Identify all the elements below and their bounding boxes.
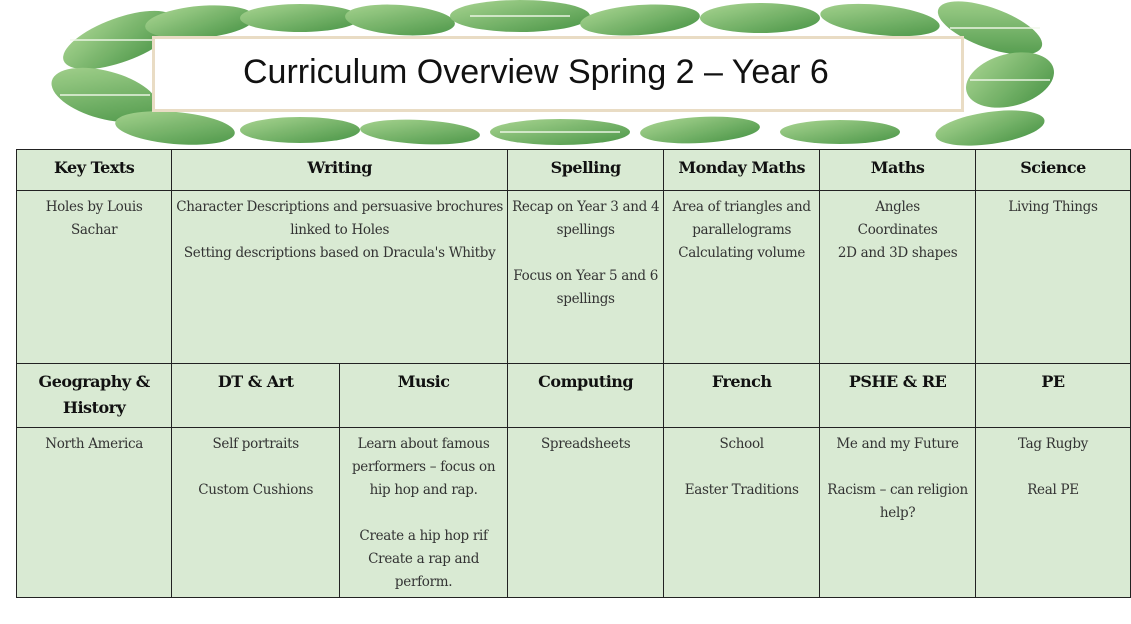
table-row [17, 150, 1131, 191]
cell-text: help? [879, 505, 916, 521]
header-text: Geography & History [38, 372, 150, 417]
cell-text: perform. [394, 574, 453, 590]
cell-text: Create a rap and [368, 551, 480, 567]
cell-text: Living Things [1008, 199, 1098, 215]
cell-maths [820, 191, 976, 364]
cell-text: Setting descriptions based on Dracula's Whitby [183, 245, 496, 261]
cell-text: Focus on Year 5 and 6 [513, 268, 659, 284]
table-row [17, 364, 1131, 428]
header-maths: Maths [820, 150, 976, 191]
curriculum-table [16, 149, 1131, 598]
table-row [17, 191, 1131, 364]
cell-pshe-re [820, 428, 976, 598]
cell-text: hip hop and rap. [369, 482, 478, 498]
cell-geography-history [17, 428, 172, 598]
cell-monday-maths [664, 191, 820, 364]
header-french: French [664, 364, 820, 428]
cell-text: spellings [556, 222, 615, 238]
cell-text: linked to Holes [290, 222, 390, 238]
title-box [152, 36, 964, 112]
cell-text: parallelograms [692, 222, 792, 238]
cell-text: spellings [556, 291, 615, 307]
cell-text: Coordinates [857, 222, 938, 238]
cell-text: Easter Traditions [684, 482, 799, 498]
cell-text: Self portraits [212, 436, 299, 452]
cell-text: Create a hip hop rif [359, 528, 488, 544]
cell-text: Me and my Future [836, 436, 959, 452]
cell-writing [172, 191, 508, 364]
cell-pe [976, 428, 1131, 598]
cell-text: Calculating volume [678, 245, 806, 261]
cell-music [340, 428, 508, 598]
cell-text: performers – focus on [351, 459, 496, 475]
cell-text: Character Descriptions and persuasive brochures [176, 199, 504, 215]
table-row [17, 428, 1131, 598]
cell-text: Learn about famous [357, 436, 490, 452]
header-music: Music [340, 364, 508, 428]
cell-text: Custom Cushions [198, 482, 314, 498]
header-pshe-re: PSHE & RE [820, 364, 976, 428]
cell-key-texts [17, 191, 172, 364]
cell-text: Tag Rugby [1018, 436, 1089, 452]
header-computing: Computing [508, 364, 664, 428]
cell-text: North America [45, 436, 144, 452]
cell-computing [508, 428, 664, 598]
cell-text: Real PE [1027, 482, 1079, 498]
cell-text: School [719, 436, 764, 452]
cell-science [976, 191, 1131, 364]
header-science: Science [976, 150, 1131, 191]
header-writing: Writing [172, 150, 508, 191]
cell-text: Racism – can religion [827, 482, 968, 498]
cell-text: Recap on Year 3 and 4 [512, 199, 660, 215]
cell-spelling [508, 191, 664, 364]
header-dt-art: DT & Art [172, 364, 340, 428]
cell-text: 2D and 3D shapes [837, 245, 958, 261]
page-title: Curriculum Overview Spring 2 – Year 6 [243, 53, 829, 91]
cell-text: Spreadsheets [540, 436, 631, 452]
cell-text: Holes by Louis Sachar [45, 199, 143, 238]
cell-dt-art [172, 428, 340, 598]
cell-french [664, 428, 820, 598]
header-monday-maths: Monday Maths [664, 150, 820, 191]
cell-text: Angles [875, 199, 920, 215]
title-banner [0, 0, 1131, 150]
cell-text: Area of triangles and [672, 199, 811, 215]
header-spelling: Spelling [508, 150, 664, 191]
header-key-texts: Key Texts [17, 150, 172, 191]
header-geography-history [17, 364, 172, 428]
header-pe: PE [976, 364, 1131, 428]
